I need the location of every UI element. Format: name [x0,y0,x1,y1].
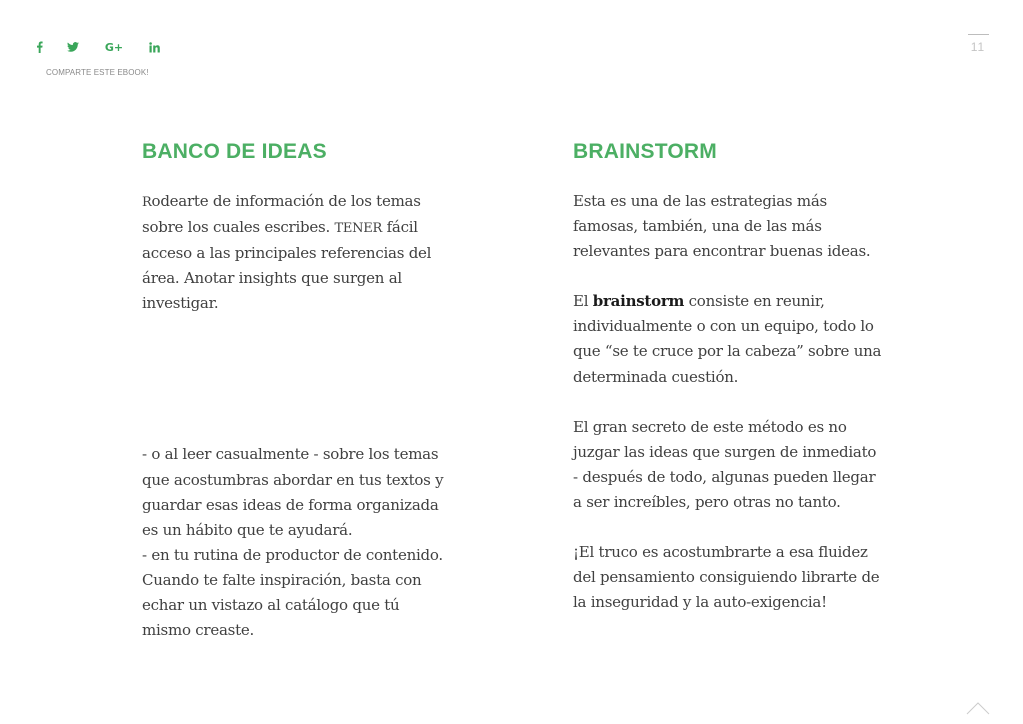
linkedin-icon[interactable] [145,38,163,56]
paragraph: El gran secreto de este método es no juzgar las ideas que surgen de inmediato - después de todo, algunas pueden llegar a ser increíbles, pero otras no tanto. [573,417,877,511]
social-share-bar [30,38,170,58]
bold-term: brainstorm [592,292,685,311]
paragraph: - o al leer casualmente - sobre los temas que acostumbras abordar en tus textos y guardar esas ideas de forma organizada es un hábito que te ayudará. [142,445,444,539]
section-title: BRAINSTORM [573,140,717,163]
spacer [573,264,883,289]
section-brainstorm [573,138,883,615]
paragraph-text: fácil acceso a las principales referencias del área. Anotar insights que surgen al investigar. [142,218,432,313]
paragraph-text: consiste en reunir, individualmente o con un equipo, todo lo que “se te cruce por la cabeza” sobre una determinada cuestión. [573,292,882,386]
paragraph [142,189,452,316]
drop-letter: R [142,195,152,210]
facebook-icon[interactable] [30,38,48,56]
page-number-rule [968,34,989,35]
paragraph-text: El [573,292,593,311]
spacer [142,316,452,442]
paragraph: - en tu rutina de productor de contenido. Cuando te falte inspiración, basta con echar un vistazo al catálogo que tú mismo creaste. [142,545,443,640]
paragraph-text: odearte de información de los temas sobre los cuales escribes. [142,192,421,237]
section-banco-de-ideas [142,138,452,643]
page-number: 11 [970,40,986,54]
share-ebook-label: COMPARTE ESTE EBOOK! [46,68,149,77]
scroll-to-top-icon[interactable] [966,700,990,714]
spacer [573,390,883,415]
twitter-icon[interactable] [64,38,82,56]
section-title: BANCO DE IDEAS [142,140,327,163]
paragraph [573,289,883,389]
paragraph: ¡El truco es acostumbrarte a esa fluidez del pensamiento consiguiendo librarte de la inseguridad y la auto-exigencia! [573,543,880,612]
paragraph: Esta es una de las estrategias más famosas, también, una de las más relevantes para encontrar buenas ideas. [573,192,871,261]
spacer [573,515,883,540]
small-caps-word: TENER [334,221,383,237]
google-plus-icon[interactable]: G+ [104,40,124,54]
